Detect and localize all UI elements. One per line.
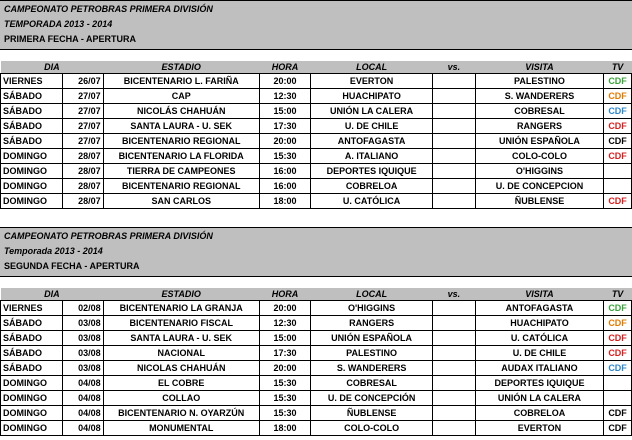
local-team-cell: UNIÓN ESPAÑOLA xyxy=(311,331,433,346)
time-cell: 15:30 xyxy=(259,376,310,391)
stadium-cell: COLLAO xyxy=(103,391,259,406)
time-cell: 16:00 xyxy=(259,164,310,179)
match-row xyxy=(1,164,632,179)
local-team-cell: S. WANDERERS xyxy=(311,361,433,376)
date-cell: 28/07 xyxy=(63,149,104,164)
local-team-cell: UNIÓN LA CALERA xyxy=(311,104,433,119)
match-row xyxy=(1,316,632,331)
header-dia: DIA xyxy=(1,288,104,301)
tv-channel-cell: CDF xyxy=(604,421,632,436)
stadium-cell: EL COBRE xyxy=(103,376,259,391)
match-row xyxy=(1,89,632,104)
visiting-team-cell: O'HIGGINS xyxy=(475,164,603,179)
vs-cell xyxy=(433,179,476,194)
local-team-cell: COBRELOA xyxy=(311,179,433,194)
date-cell: 28/07 xyxy=(63,194,104,209)
day-cell: VIERNES xyxy=(1,301,63,316)
visiting-team-cell: U. DE CHILE xyxy=(475,346,603,361)
match-row xyxy=(1,331,632,346)
tv-channel-cell xyxy=(604,179,632,194)
header-hora: HORA xyxy=(259,61,310,74)
date-cell: 03/08 xyxy=(63,331,104,346)
match-row xyxy=(1,301,632,316)
vs-cell xyxy=(433,89,476,104)
time-cell: 15:30 xyxy=(259,406,310,421)
match-row xyxy=(1,179,632,194)
date-cell: 04/08 xyxy=(63,406,104,421)
tv-channel-cell: CDF xyxy=(604,134,632,149)
season-label: Temporada 2013 - 2014 xyxy=(4,246,103,256)
stadium-cell: NICOLÁS CHAHUÁN xyxy=(103,104,259,119)
stadium-cell: BICENTENARIO REGIONAL xyxy=(103,179,259,194)
stadium-cell: BICENTENARIO FISCAL xyxy=(103,316,259,331)
match-row xyxy=(1,74,632,89)
time-cell: 20:00 xyxy=(259,134,310,149)
date-cell: 27/07 xyxy=(63,104,104,119)
visiting-team-cell: COLO-COLO xyxy=(475,149,603,164)
day-cell: SÁBADO xyxy=(1,346,63,361)
tv-channel-cell xyxy=(604,164,632,179)
tv-channel-cell: CDF xyxy=(604,316,632,331)
tv-channel-cell: CDF xyxy=(604,331,632,346)
date-cell: 04/08 xyxy=(63,421,104,436)
match-row xyxy=(1,346,632,361)
stadium-cell: BICENTENARIO LA FLORIDA xyxy=(103,149,259,164)
tv-channel-cell: CDF xyxy=(604,406,632,421)
date-cell: 03/08 xyxy=(63,346,104,361)
match-row xyxy=(1,421,632,436)
header-tv: TV xyxy=(604,61,632,74)
day-cell: DOMINGO xyxy=(1,406,63,421)
header-estadio: ESTADIO xyxy=(103,61,259,74)
match-row xyxy=(1,391,632,406)
fecha-block-1 xyxy=(0,0,632,209)
local-team-cell: HUACHIPATO xyxy=(311,89,433,104)
vs-cell xyxy=(433,406,476,421)
time-cell: 12:30 xyxy=(259,89,310,104)
date-cell: 26/07 xyxy=(63,74,104,89)
tv-channel-cell: CDF xyxy=(604,149,632,164)
season-label: TEMPORADA 2013 - 2014 xyxy=(4,19,113,29)
time-cell: 16:00 xyxy=(259,179,310,194)
vs-cell xyxy=(433,164,476,179)
day-cell: DOMINGO xyxy=(1,164,63,179)
local-team-cell: U. DE CHILE xyxy=(311,119,433,134)
day-cell: SÁBADO xyxy=(1,119,63,134)
visiting-team-cell: COBRELOA xyxy=(475,406,603,421)
stadium-cell: BICENTENARIO REGIONAL xyxy=(103,134,259,149)
fecha-header xyxy=(0,0,632,50)
local-team-cell: PALESTINO xyxy=(311,346,433,361)
visiting-team-cell: HUACHIPATO xyxy=(475,316,603,331)
stadium-cell: NACIONAL xyxy=(103,346,259,361)
vs-cell xyxy=(433,134,476,149)
local-team-cell: EVERTON xyxy=(311,74,433,89)
visiting-team-cell: AUDAX ITALIANO xyxy=(475,361,603,376)
column-header-row xyxy=(1,61,632,74)
vs-cell xyxy=(433,74,476,89)
day-cell: DOMINGO xyxy=(1,179,63,194)
time-cell: 17:30 xyxy=(259,119,310,134)
spacer xyxy=(0,50,632,61)
tv-channel-cell: CDF xyxy=(604,194,632,209)
fecha-block-2 xyxy=(0,227,632,436)
local-team-cell: DEPORTES IQUIQUE xyxy=(311,164,433,179)
header-local: LOCAL xyxy=(311,61,433,74)
stadium-cell: MONUMENTAL xyxy=(103,421,259,436)
visiting-team-cell: COBRESAL xyxy=(475,104,603,119)
round-label: PRIMERA FECHA - APERTURA xyxy=(4,34,136,44)
local-team-cell: A. ITALIANO xyxy=(311,149,433,164)
tv-channel-cell: CDF xyxy=(604,104,632,119)
vs-cell xyxy=(433,421,476,436)
tv-channel-cell xyxy=(604,391,632,406)
stadium-cell: NICOLAS CHAHUÁN xyxy=(103,361,259,376)
day-cell: DOMINGO xyxy=(1,376,63,391)
local-team-cell: ANTOFAGASTA xyxy=(311,134,433,149)
day-cell: SÁBADO xyxy=(1,89,63,104)
day-cell: DOMINGO xyxy=(1,391,63,406)
visiting-team-cell: UNIÓN LA CALERA xyxy=(475,391,603,406)
match-row xyxy=(1,149,632,164)
vs-cell xyxy=(433,149,476,164)
header-dia: DIA xyxy=(1,61,104,74)
day-cell: VIERNES xyxy=(1,74,63,89)
date-cell: 02/08 xyxy=(63,301,104,316)
header-estadio: ESTADIO xyxy=(103,288,259,301)
time-cell: 20:00 xyxy=(259,74,310,89)
local-team-cell: ÑUBLENSE xyxy=(311,406,433,421)
visiting-team-cell: ÑUBLENSE xyxy=(475,194,603,209)
day-cell: DOMINGO xyxy=(1,194,63,209)
stadium-cell: BICENTENARIO N. OYARZÚN xyxy=(103,406,259,421)
match-row xyxy=(1,376,632,391)
round-label: SEGUNDA FECHA - APERTURA xyxy=(4,261,140,271)
day-cell: DOMINGO xyxy=(1,421,63,436)
time-cell: 17:30 xyxy=(259,346,310,361)
header-hora: HORA xyxy=(259,288,310,301)
vs-cell xyxy=(433,194,476,209)
day-cell: SÁBADO xyxy=(1,104,63,119)
stadium-cell: TIERRA DE CAMPEONES xyxy=(103,164,259,179)
time-cell: 20:00 xyxy=(259,301,310,316)
stadium-cell: SANTA LAURA - U. SEK xyxy=(103,331,259,346)
fixture-table xyxy=(0,61,632,209)
column-header-row xyxy=(1,288,632,301)
header-visita: VISITA xyxy=(475,61,603,74)
time-cell: 18:00 xyxy=(259,421,310,436)
time-cell: 20:00 xyxy=(259,361,310,376)
tv-channel-cell: CDF xyxy=(604,89,632,104)
tv-channel-cell: CDF xyxy=(604,301,632,316)
local-team-cell: O'HIGGINS xyxy=(311,301,433,316)
visiting-team-cell: S. WANDERERS xyxy=(475,89,603,104)
time-cell: 15:30 xyxy=(259,391,310,406)
vs-cell xyxy=(433,361,476,376)
date-cell: 03/08 xyxy=(63,316,104,331)
visiting-team-cell: DEPORTES IQUIQUE xyxy=(475,376,603,391)
day-cell: SÁBADO xyxy=(1,361,63,376)
tv-channel-cell: CDF xyxy=(604,346,632,361)
header-local: LOCAL xyxy=(311,288,433,301)
header-vs: vs. xyxy=(433,288,476,301)
header-tv: TV xyxy=(604,288,632,301)
fecha-header xyxy=(0,227,632,277)
date-cell: 27/07 xyxy=(63,89,104,104)
match-row xyxy=(1,361,632,376)
championship-title: CAMPEONATO PETROBRAS PRIMERA DIVISIÓN xyxy=(4,4,213,14)
spacer xyxy=(0,277,632,288)
local-team-cell: RANGERS xyxy=(311,316,433,331)
time-cell: 15:00 xyxy=(259,331,310,346)
tv-channel-cell: CDF xyxy=(604,74,632,89)
date-cell: 28/07 xyxy=(63,164,104,179)
time-cell: 18:00 xyxy=(259,194,310,209)
header-vs: vs. xyxy=(433,61,476,74)
visiting-team-cell: UNIÓN ESPAÑOLA xyxy=(475,134,603,149)
date-cell: 04/08 xyxy=(63,376,104,391)
stadium-cell: BICENTENARIO LA GRANJA xyxy=(103,301,259,316)
visiting-team-cell: U. CATÓLICA xyxy=(475,331,603,346)
tv-channel-cell: CDF xyxy=(604,119,632,134)
local-team-cell: U. DE CONCEPCIÓN xyxy=(311,391,433,406)
day-cell: DOMINGO xyxy=(1,149,63,164)
visiting-team-cell: U. DE CONCEPCION xyxy=(475,179,603,194)
visiting-team-cell: ANTOFAGASTA xyxy=(475,301,603,316)
date-cell: 27/07 xyxy=(63,119,104,134)
vs-cell xyxy=(433,376,476,391)
time-cell: 12:30 xyxy=(259,316,310,331)
local-team-cell: U. CATÓLICA xyxy=(311,194,433,209)
date-cell: 04/08 xyxy=(63,391,104,406)
vs-cell xyxy=(433,316,476,331)
time-cell: 15:30 xyxy=(259,149,310,164)
match-row xyxy=(1,134,632,149)
time-cell: 15:00 xyxy=(259,104,310,119)
visiting-team-cell: PALESTINO xyxy=(475,74,603,89)
match-row xyxy=(1,194,632,209)
vs-cell xyxy=(433,331,476,346)
vs-cell xyxy=(433,346,476,361)
fixture-table xyxy=(0,288,632,436)
stadium-cell: BICENTENARIO L. FARIÑA xyxy=(103,74,259,89)
match-row xyxy=(1,119,632,134)
date-cell: 03/08 xyxy=(63,361,104,376)
vs-cell xyxy=(433,391,476,406)
tv-channel-cell: CDF xyxy=(604,361,632,376)
vs-cell xyxy=(433,119,476,134)
championship-title: CAMPEONATO PETROBRAS PRIMERA DIVISIÓN xyxy=(4,231,213,241)
visiting-team-cell: RANGERS xyxy=(475,119,603,134)
tv-channel-cell xyxy=(604,376,632,391)
day-cell: SÁBADO xyxy=(1,331,63,346)
vs-cell xyxy=(433,104,476,119)
local-team-cell: COBRESAL xyxy=(311,376,433,391)
day-cell: SÁBADO xyxy=(1,134,63,149)
match-row xyxy=(1,406,632,421)
vs-cell xyxy=(433,301,476,316)
header-visita: VISITA xyxy=(475,288,603,301)
stadium-cell: SAN CARLOS xyxy=(103,194,259,209)
date-cell: 28/07 xyxy=(63,179,104,194)
local-team-cell: COLO-COLO xyxy=(311,421,433,436)
stadium-cell: CAP xyxy=(103,89,259,104)
visiting-team-cell: EVERTON xyxy=(475,421,603,436)
match-row xyxy=(1,104,632,119)
date-cell: 27/07 xyxy=(63,134,104,149)
stadium-cell: SANTA LAURA - U. SEK xyxy=(103,119,259,134)
day-cell: SÁBADO xyxy=(1,316,63,331)
